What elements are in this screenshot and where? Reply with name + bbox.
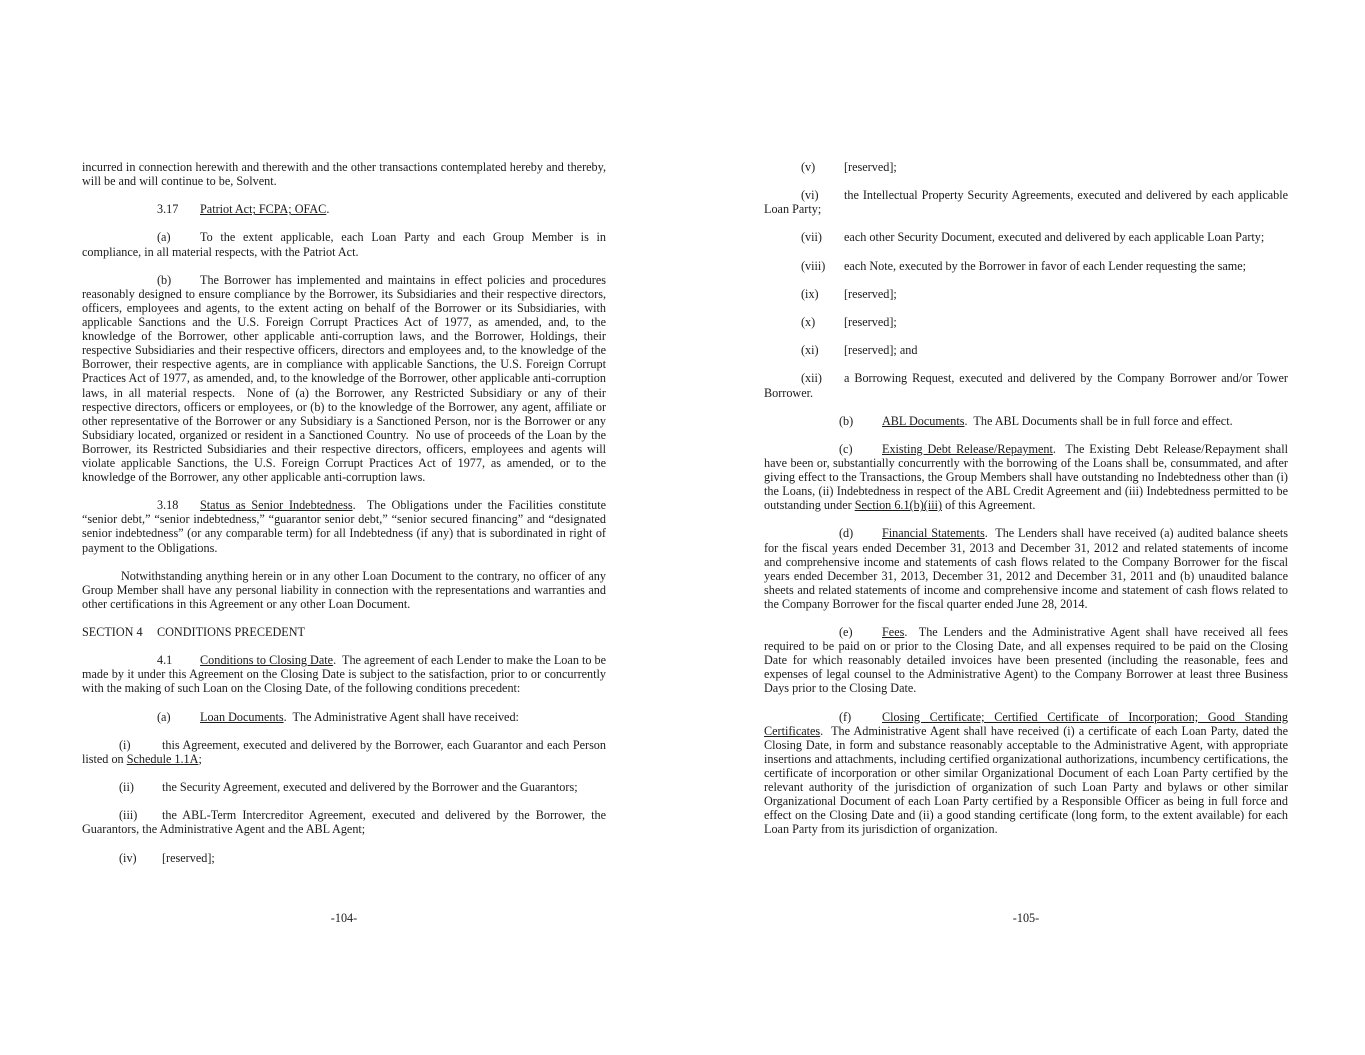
para-b xyxy=(764,414,1288,428)
paragraph-label: (viii) xyxy=(801,258,826,273)
text-run: of this Agreement. xyxy=(942,498,1036,513)
paragraph-label: (b) xyxy=(157,272,172,287)
underlined-heading: Schedule 1.1A xyxy=(126,751,199,766)
text-run: The Borrower has implemented and maintains in effect policies and procedures reasonably designed to ensure compliance by the Borrower, its Subsidiaries and their respective directors, officers, employees and agents, to the extent acting on behalf of the Borrower or its Subsidiaries, with applicable Sanctions and the U.S. Foreign Corrupt Practices Act of 1977, as amended, and, to the knowledge of the Borrower, other applicable anti-corruption laws, and the Borrower, Holdings, their respective Subsidiaries and their respective officers, directors and employees and, to the knowledge of the Borrower, their respective agents, are in compliance with applicable Sanctions, the U.S. Foreign Corrupt Practices Act of 1977, as amended, and, to the knowledge of the Borrower, other applicable anti-corruption laws, in all material respects. None of (a) the Borrower, any Restricted Subsidiary or any of their respective directors, officers or employees, or (b) to the knowledge of the Borrower, any agent, affiliate or other representative of the Borrower or any Subsidiary is a Sanctioned Person, nor is the Borrower or any Subsidiary located, organized or resident in a Sanctioned Country. No use of proceeds of the Loan by the Borrower, its Restricted Subsidiaries and their respective directors, officers, employees and agents will violate applicable Sanctions, the U.S. Foreign Corrupt Practices Act of 1977, as amended, or to the knowledge of the Borrower, any other applicable anti-corruption laws. xyxy=(82,272,606,485)
paragraph-label: (vii) xyxy=(801,230,822,245)
para-f xyxy=(764,710,1288,837)
paragraph-label: 3.17 xyxy=(157,202,179,217)
para-b xyxy=(82,273,606,484)
text-run: [reserved]; xyxy=(844,315,897,330)
text-run: incurred in connection herewith and therewith and the other transactions contemplated hereby and thereby, will be and will continue to be, Solvent. xyxy=(82,160,606,189)
text-run: . The Existing Debt Release/Repayment shall have been or, substantially concurrently with the borrowing of the Loans shall be, consummated, and after giving effect to the Transactions, the Group Members shall have outstanding no Indebtedness other than (i) the Loans, (ii) Indebtedness in respect of the ABL Credit Agreement and (iii) Indebtedness permitted to be outstanding under xyxy=(764,441,1288,513)
para-ix xyxy=(764,287,1288,301)
paragraph-label: (xi) xyxy=(801,343,819,358)
text-run: a Borrowing Request, executed and delivered by the Company Borrower and/or Tower Borrower. xyxy=(764,371,1288,400)
paragraph-label: (ix) xyxy=(801,286,819,301)
para-317 xyxy=(82,202,606,216)
paragraph-label: (ii) xyxy=(119,780,134,795)
page-number: -104- xyxy=(330,911,358,925)
page-number: -105- xyxy=(1012,911,1040,925)
para-a xyxy=(82,710,606,724)
underlined-heading: Status as Senior Indebtedness xyxy=(200,498,353,513)
para-iii xyxy=(82,808,606,836)
underlined-heading: Closing Certificate; Certified Certificate of Incorporation; Good Standing Certificates xyxy=(764,709,1288,738)
text-run: . The Administrative Agent shall have received: xyxy=(283,709,519,724)
para-41 xyxy=(82,653,606,695)
page-105-content xyxy=(764,160,1288,851)
underlined-heading: Financial Statements xyxy=(882,526,985,541)
text-run: To the extent applicable, each Loan Party and each Group Member is in compliance, in all material respects, with the Patriot Act. xyxy=(82,230,606,259)
text-run: this Agreement, executed and delivered by the Borrower, each Guarantor and each Person listed on xyxy=(82,737,606,766)
text-run: . xyxy=(326,202,330,217)
text-run: . The agreement of each Lender to make the Loan to be made by it under this Agreement on the Closing Date is subject to the satisfaction, prior to or concurrently with the making of such Loan on the Closing Date, of the following conditions precedent: xyxy=(82,653,606,696)
text-run: the Security Agreement, executed and delivered by the Borrower and the Guarantors; xyxy=(162,780,578,795)
text-run: . The Lenders shall have received (a) audited balance sheets for the fiscal years ended December 31, 2013 and December 31, 2012 and related statements of income and comprehensive income and statements of cash flows related to the Company Borrower for the fiscal years ended December 31, 2013, December 31, 2012 and December 31, 2011 and (b) unaudited balance sheets and related statements of income and comprehensive income and statement of cash flows related to the Company Borrower for the fiscal quarter ended June 28, 2014. xyxy=(764,526,1288,611)
text-run: [reserved]; xyxy=(844,286,897,301)
underlined-heading: Conditions to Closing Date xyxy=(200,653,334,668)
text-run: ; xyxy=(198,751,202,766)
paragraph xyxy=(82,160,606,188)
text-run: [reserved]; xyxy=(162,850,215,865)
underlined-heading: Loan Documents xyxy=(200,709,284,724)
para-v xyxy=(764,160,1288,174)
text-run: the ABL-Term Intercreditor Agreement, executed and delivered by the Borrower, the Guarantors, the Administrative Agent and the ABL Agent; xyxy=(82,808,606,837)
text-run: . The ABL Documents shall be in full force and effect. xyxy=(964,413,1233,428)
paragraph-label: (iv) xyxy=(119,850,137,865)
underlined-heading: ABL Documents xyxy=(882,413,965,428)
paragraph-label: (d) xyxy=(839,526,854,541)
paragraph-label: (xii) xyxy=(801,371,822,386)
paragraph-label: (a) xyxy=(157,709,171,724)
text-run: CONDITIONS PRECEDENT xyxy=(157,625,305,640)
para-ii xyxy=(82,780,606,794)
para-viii xyxy=(764,259,1288,273)
paragraph-label: (c) xyxy=(839,441,853,456)
para-section4 xyxy=(82,625,606,639)
underlined-heading: Section 6.1(b)(iii) xyxy=(854,498,943,513)
paragraph-label: (e) xyxy=(839,625,853,640)
paragraph-label: (v) xyxy=(801,160,816,174)
text-run: each Note, executed by the Borrower in favor of each Lender requesting the same; xyxy=(844,258,1247,273)
para-x xyxy=(764,315,1288,329)
paragraph-label: (vi) xyxy=(801,188,819,203)
paragraph xyxy=(82,569,606,611)
text-run: . The Lenders and the Administrative Agent shall have received all fees required to be paid on or prior to the Closing Date, and all expenses required to be paid on the Closing Date for which reasonably detailed invoices have been presented (including the reasonable, fees and expenses of legal counsel to the Administrative Agent) to the Company Borrower at least three Business Days prior to the Closing Date. xyxy=(764,625,1288,696)
para-c xyxy=(764,442,1288,512)
para-d xyxy=(764,526,1288,611)
text-run: Notwithstanding anything herein or in any other Loan Document to the contrary, no officer of any Group Member shall have any personal liability in connection with the representations and warranties and other certifications in this Agreement or any other Loan Document. xyxy=(82,568,606,611)
paragraph-label: 3.18 xyxy=(157,498,179,513)
paragraph-label: (f) xyxy=(839,709,852,724)
paragraph-label: (iii) xyxy=(119,808,138,823)
paragraph-label: SECTION 4 xyxy=(82,625,143,640)
paragraph-label: (x) xyxy=(801,315,816,330)
text-run: . The Obligations under the Facilities constitute “senior debt,” “senior indebtedness,” “guarantor senior debt,” “senior secured financing” and “designated senior indebtedness” (or any comparable term) for all Indebtedness (if any) that is subordinated in right of payment to the Obligations. xyxy=(82,498,606,555)
text-run: . The Administrative Agent shall have received (i) a certificate of each Loan Party, dated the Closing Date, in form and substance reasonably acceptable to the Administrative Agent, with appropriate insertions and attachments, including certified organizational authorizations, incumbency certifications, the certificate of incorporation or other similar Organizational Document of each Loan Party certified by the relevant authority of the jurisdiction of organization of such Loan Party and bylaws or other similar Organizational Document of each Loan Party certified by a Responsible Officer as being in full force and effect on the Closing Date and (ii) a good standing certificate (long form, to the extent available) for each Loan Party from its jurisdiction of organization. xyxy=(764,723,1288,837)
page-104-content xyxy=(82,160,606,879)
paragraph-label: (i) xyxy=(119,737,131,752)
para-318 xyxy=(82,498,606,554)
text-run: [reserved]; xyxy=(844,160,897,174)
para-a xyxy=(82,230,606,258)
underlined-heading: Fees xyxy=(882,625,905,640)
para-e xyxy=(764,625,1288,695)
para-xii xyxy=(764,371,1288,399)
underlined-heading: Existing Debt Release/Repayment xyxy=(882,441,1053,456)
paragraph-label: (a) xyxy=(157,230,171,245)
text-run: the Intellectual Property Security Agreements, executed and delivered by each applicable Loan Party; xyxy=(764,188,1288,217)
underlined-heading: Patriot Act; FCPA; OFAC xyxy=(200,202,327,217)
paragraph-label: (b) xyxy=(839,413,854,428)
para-i xyxy=(82,738,606,766)
text-run: each other Security Document, executed and delivered by each applicable Loan Party; xyxy=(844,230,1265,245)
para-vii xyxy=(764,230,1288,244)
para-vi xyxy=(764,188,1288,216)
para-xi xyxy=(764,343,1288,357)
paragraph-label: 4.1 xyxy=(157,653,173,668)
text-run: [reserved]; and xyxy=(844,343,918,358)
para-iv xyxy=(82,851,606,865)
